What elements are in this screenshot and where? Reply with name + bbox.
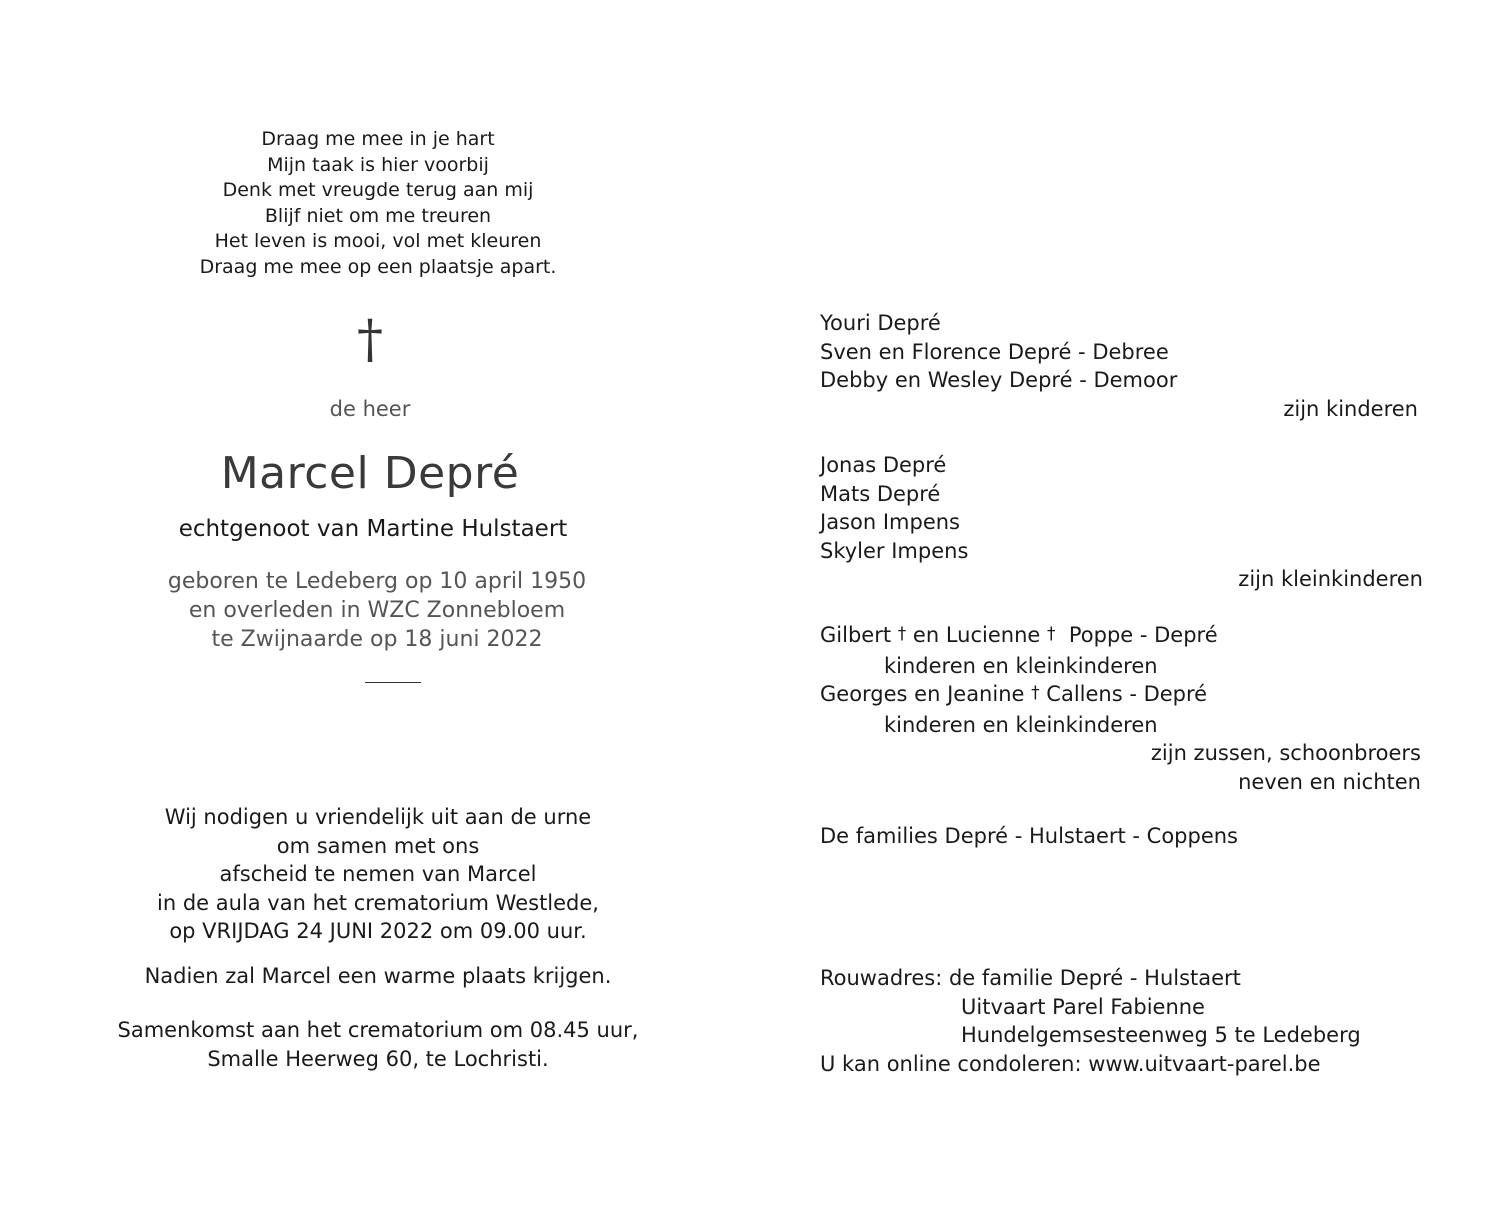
gathering-line: Smalle Heerweg 60, te Lochristi.	[207, 1046, 549, 1071]
sibling-text: en Lucienne	[906, 623, 1047, 647]
sibling-line	[820, 621, 1440, 652]
invitation-line: op VRIJDAG 24 JUNI 2022 om 09.00 uur.	[169, 919, 587, 943]
invitation-line: in de aula van het crematorium Westlede,	[157, 890, 599, 915]
sibling-text: Poppe - Depré	[1055, 623, 1218, 647]
life-dates	[0, 567, 754, 654]
child-name: Debby en Wesley Depré - Demoor	[820, 368, 1178, 392]
siblings-role: zijn zussen, schoonbroers	[1150, 741, 1421, 765]
invitation-line: Wij nodigen u vriendelijk uit aan de urne	[164, 805, 592, 829]
siblings-section	[820, 621, 1440, 796]
families-line: De families Depré - Hulstaert - Coppens	[820, 824, 1239, 848]
sibling-text: Callens - Depré	[1039, 682, 1208, 706]
sibling-text: Georges en Jeanine	[820, 682, 1032, 706]
cross-icon: †	[1031, 683, 1040, 703]
poem-line: Draag me mee op een plaatsje apart.	[199, 255, 557, 278]
child-name: Sven en Florence Depré - Debree	[820, 339, 1169, 364]
poem-line: Het leven is mooi, vol met kleuren	[214, 230, 542, 253]
grandchild-name: Jason Impens	[820, 510, 960, 534]
spouse-line: echtgenoot van Martine Hulstaert	[178, 516, 568, 542]
date-line: te Zwijnaarde op 18 juni 2022	[211, 627, 543, 652]
address-line: Rouwadres: de familie Depré - Hulstaert	[820, 966, 1241, 990]
child-name: Youri Depré	[820, 311, 941, 335]
title-prefix: de heer	[329, 397, 411, 421]
date-line: geboren te Ledeberg op 10 april 1950	[167, 569, 587, 594]
sibling-descendants: kinderen en kleinkinderen	[884, 653, 1158, 678]
poem-line: Draag me mee in je hart	[261, 128, 495, 150]
divider	[365, 682, 421, 683]
invitation-line: om samen met ons	[276, 833, 480, 858]
mourning-address	[820, 964, 1440, 1078]
grandchild-name: Mats Depré	[820, 481, 941, 506]
gathering-info	[0, 1016, 756, 1073]
address-line: Uitvaart Parel Fabienne	[961, 994, 1205, 1019]
children-section	[820, 309, 1440, 423]
cross-icon: †	[897, 624, 907, 644]
poem-line: Denk met vreugde terug aan mij	[222, 179, 534, 202]
grandchildren-role: zijn kleinkinderen	[1238, 567, 1423, 591]
deceased-name: Marcel Depré	[220, 448, 520, 499]
grandchildren-section	[820, 451, 1440, 594]
grandchild-name: Jonas Depré	[820, 453, 947, 477]
after-text: Nadien zal Marcel een warme plaats krijgen.	[144, 964, 612, 988]
poem-line: Blijf niet om me treuren	[264, 204, 492, 227]
poem	[0, 127, 756, 281]
grandchild-name: Skyler Impens	[820, 538, 969, 563]
sibling-text: Gilbert	[820, 623, 898, 647]
invitation	[0, 803, 756, 946]
sibling-line	[820, 680, 1440, 711]
date-line: en overleden in WZC Zonnebloem	[188, 598, 566, 623]
invitation-line: afscheid te nemen van Marcel	[219, 862, 537, 886]
address-line: Hundelgemsesteenweg 5 te Ledeberg	[961, 1023, 1361, 1047]
sibling-descendants: kinderen en kleinkinderen	[884, 712, 1158, 737]
poem-line: Mijn taak is hier voorbij	[267, 153, 489, 176]
siblings-role: neven en nichten	[1238, 769, 1421, 794]
cross-icon: †	[357, 310, 383, 370]
children-role: zijn kinderen	[1283, 396, 1418, 421]
gathering-line: Samenkomst aan het crematorium om 08.45 uur,	[117, 1018, 639, 1042]
condolence-line: U kan online condoleren: www.uitvaart-parel.be	[820, 1051, 1321, 1076]
cross-icon: †	[1047, 624, 1056, 644]
